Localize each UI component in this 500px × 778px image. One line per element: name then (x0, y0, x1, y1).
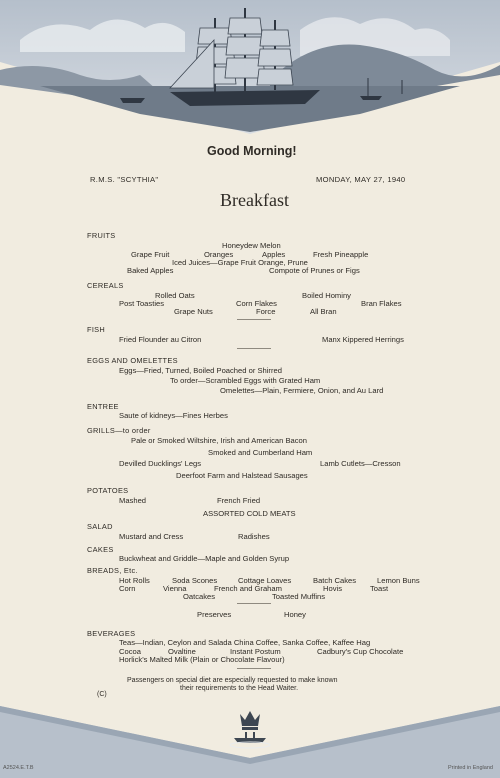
menu-item: Deerfoot Farm and Halstead Sausages (176, 471, 308, 480)
menu-item: Radishes (238, 532, 270, 541)
section-grills: GRILLS—to order (87, 426, 151, 435)
section-salad: SALAD (87, 522, 113, 531)
menu-item: Corn Flakes (236, 299, 277, 308)
menu-item: Corn (119, 584, 136, 593)
menu-item: Buckwheat and Griddle—Maple and Golden Syrup (119, 554, 290, 563)
menu-item: Hovis (323, 584, 342, 593)
crown-ship-emblem-icon (225, 708, 275, 750)
section-entree: ENTREE (87, 402, 119, 411)
menu-item: Eggs—Fried, Turned, Boiled Poached or Shirred (119, 366, 282, 375)
menu-item: Honey (284, 610, 306, 619)
section-cakes: CAKES (87, 545, 114, 554)
section-fish: FISH (87, 325, 106, 334)
menu-item: Horlick's Malted Milk (Plain or Chocolate Flavour) (119, 655, 285, 664)
menu-item: Mustard and Cress (119, 532, 184, 541)
menu-item: Rolled Oats (155, 291, 195, 300)
menu-item: Fresh Pineapple (313, 250, 369, 259)
notice-line-1: Passengers on special diet are especially requested to make known (127, 677, 338, 684)
menu-item: Saute of kidneys—Fines Herbes (119, 411, 228, 420)
menu-item: Bran Flakes (361, 299, 402, 308)
menu-item: Pale or Smoked Wiltshire, Irish and American Bacon (131, 436, 307, 445)
menu-item: Mashed (119, 496, 147, 505)
menu-item: Compote of Prunes or Figs (269, 266, 360, 275)
menu-item: Soda Scones (172, 576, 218, 585)
divider (237, 668, 271, 669)
menu-item: French Fried (217, 496, 261, 505)
copyright-mark: (C) (97, 691, 107, 698)
menu-item: Cadbury's Cup Chocolate (317, 647, 404, 656)
menu-item: Toast (370, 584, 389, 593)
menu-item: Instant Postum (230, 647, 281, 656)
menu-item: Lemon Buns (377, 576, 420, 585)
greeting: Good Morning! (207, 144, 297, 158)
menu-item: Ovaltine (168, 647, 196, 656)
menu-title: Breakfast (220, 190, 289, 210)
menu-item: Oranges (204, 250, 234, 259)
menu-item: Batch Cakes (313, 576, 357, 585)
menu-item: All Bran (310, 307, 337, 316)
menu-date: MONDAY, MAY 27, 1940 (316, 175, 406, 184)
menu-item: Devilled Ducklings' Legs (119, 459, 202, 468)
menu-item: Lamb Cutlets—Cresson (320, 459, 401, 468)
menu-item: Cocoa (119, 647, 141, 656)
menu-item: Boiled Hominy (302, 291, 351, 300)
menu-item: Smoked and Cumberland Ham (208, 448, 313, 457)
menu-item: To order—Scrambled Eggs with Grated Ham (170, 376, 321, 385)
menu-item: Cottage Loaves (238, 576, 292, 585)
cold-meats: ASSORTED COLD MEATS (203, 509, 296, 518)
section-beverages: BEVERAGES (87, 629, 136, 638)
menu-item: Oatcakes (183, 592, 216, 601)
divider (237, 603, 271, 604)
menu-item: Apples (262, 250, 286, 259)
menu-item: Force (256, 307, 276, 316)
menu-item: Baked Apples (127, 266, 174, 275)
menu-item: Grape Fruit (131, 250, 170, 259)
menu-item: Preserves (197, 610, 232, 619)
divider (237, 348, 271, 349)
section-potatoes: POTATOES (87, 486, 129, 495)
menu-item: Post Toasties (119, 299, 165, 308)
section-cereals: CEREALS (87, 281, 124, 290)
menu-item: Hot Rolls (119, 576, 150, 585)
ship-engraving-header (0, 0, 500, 140)
section-breads: BREADS, Etc. (87, 566, 138, 575)
menu-item: Iced Juices—Grape Fruit Orange, Prune (172, 258, 308, 267)
divider (237, 319, 271, 320)
menu-item: Omelettes—Plain, Fermiere, Onion, and Au Lard (220, 386, 384, 395)
menu-item: Teas—Indian, Ceylon and Salada China Coffee, Sanka Coffee, Kaffee Hag (119, 638, 371, 647)
printed-in-england: Printed in England (448, 765, 493, 771)
menu-item: Manx Kippered Herrings (322, 335, 404, 344)
form-code: A2524.E.T.B (3, 765, 34, 771)
menu-item: Vienna (163, 584, 187, 593)
menu-item: Honeydew Melon (222, 241, 281, 250)
section-fruits: FRUITS (87, 231, 116, 240)
notice-line-2: their requirements to the Head Waiter. (180, 685, 299, 692)
menu-item: Fried Flounder au Citron (119, 335, 202, 344)
menu-item: Grape Nuts (174, 307, 213, 316)
section-eggs: EGGS AND OMELETTES (87, 356, 178, 365)
menu-item: Toasted Muffins (272, 592, 326, 601)
ship-name: R.M.S. "SCYTHIA" (90, 175, 159, 184)
menu-item: French and Graham (214, 584, 282, 593)
